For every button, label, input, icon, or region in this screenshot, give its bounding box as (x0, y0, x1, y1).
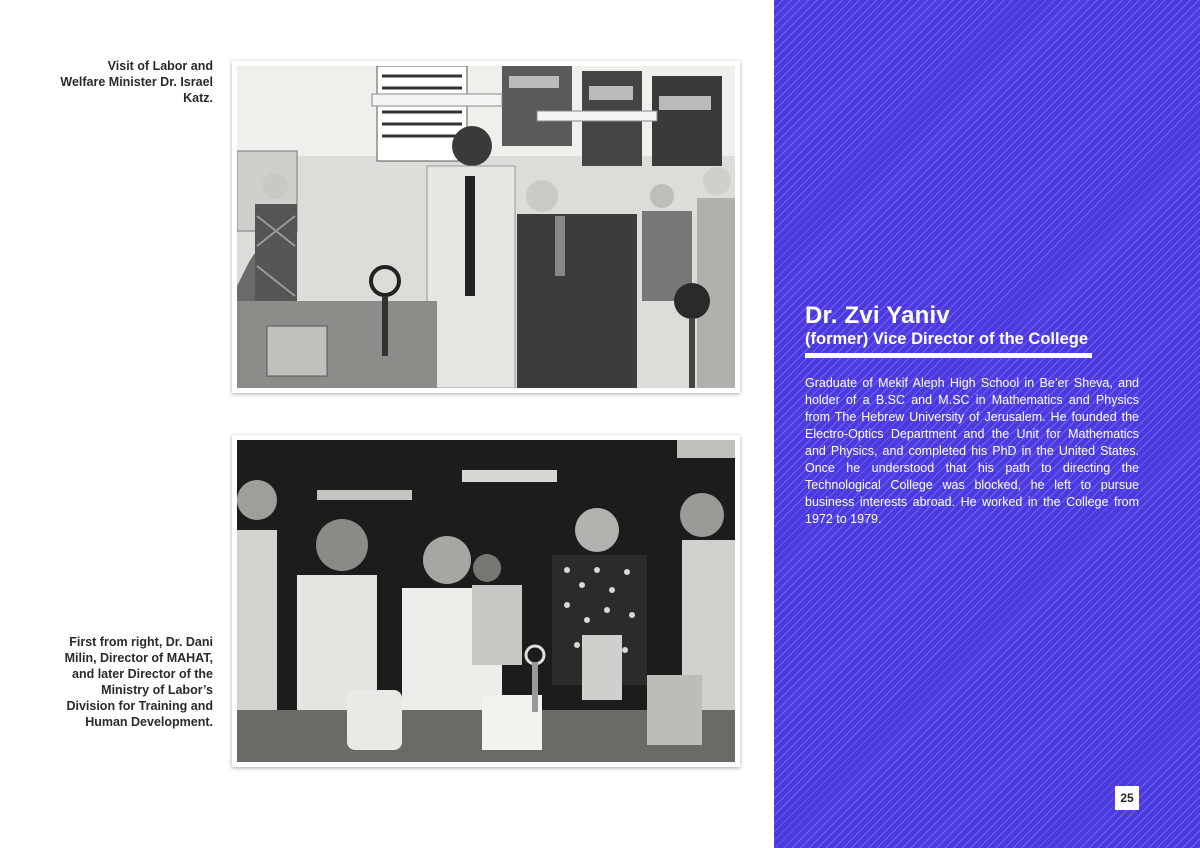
lab-group-photo-image (237, 440, 735, 762)
photo-minister-visit (232, 61, 740, 393)
lab-visit-photo-image (237, 66, 735, 388)
photo-caption-minister-visit: Visit of Labor and Welfare Minister Dr. Israel Katz. (60, 59, 213, 105)
profile-name: Dr. Zvi Yaniv (805, 302, 950, 329)
photo-caption-dani-milin: First from right, Dr. Dani Milin, Director of MAHAT, and later Director of the Ministry of Labor’s Division for Training and Human Development. (64, 635, 213, 729)
profile-panel (774, 0, 1200, 848)
page-number: 25 (1115, 786, 1139, 810)
photo-lab-group (232, 435, 740, 767)
profile-role: (former) Vice Director of the College (805, 330, 1089, 348)
title-underline (805, 353, 1092, 358)
profile-bio: Graduate of Mekif Aleph High School in Be’er Sheva, and holder of a B.SC and M.SC in Mathematics and Physics from The Hebrew University of Jerusalem. He founded the Electro-Optics Department and the Unit for Mathematics and Physics, and completed his PhD in the United States. Once he understood that his path to directing the Technological College was blocked, he left to pursue business interests abroad. He worked in the College from 1972 to 1979. (805, 376, 1139, 526)
